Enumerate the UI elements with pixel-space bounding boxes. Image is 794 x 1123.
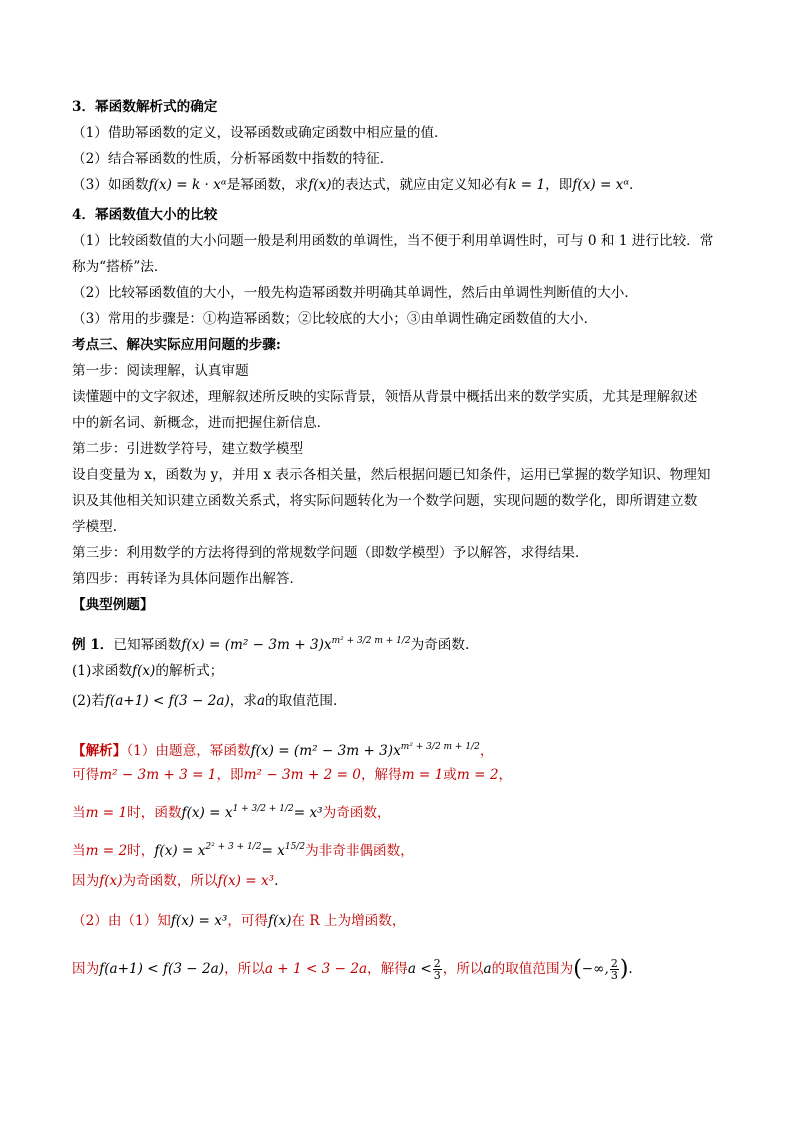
section-3-title: 3．幂函数解析式的确定 <box>72 99 218 115</box>
step-2-desc-a: 设自变量为 x，函数为 y，并用 x 表示各相关量，然后根据问题已知条件，运用已掌握的数学知识、物理知 <box>72 467 711 483</box>
step-1-desc-a: 读懂题中的文字叙述，理解叙述所反映的实际背景，领悟从背景中概括出来的数学实质，尤其是理解叙述 <box>72 389 698 405</box>
step-2-desc-c: 学模型． <box>72 519 127 535</box>
s4-para-1b: 称为“搭桥”法． <box>72 259 168 275</box>
question-2: (2)若f(a+1) < f(3 − 2a)，求a的取值范围. <box>72 693 338 709</box>
s4-para-3: （3）常用的步骤是：①构造幂函数；②比较底的大小；③由单调性确定函数值的大小． <box>72 311 598 327</box>
s4-para-1a: （1）比较函数值的大小问题一般是利用函数的单调性，当不便于利用单调性时，可与 0 和 1 进行比较．常 <box>72 233 714 249</box>
solution-tag: 【解析】 <box>72 743 127 759</box>
solution-line-2: 可得m² − 3m + 3 = 1，即m² − 3m + 2 = 0，解得m = 1或m = 2， <box>72 767 513 783</box>
solution-line-3: 当m = 1时，函数$f(x) = x^{1 + 3/2 + 1/2}= x^3$为奇函数， <box>72 804 391 821</box>
question-1: (1)求函数f(x)的解析式； <box>72 663 224 679</box>
s3-para-1: （1）借助幂函数的定义，设幂函数或确定函数中相应量的值． <box>72 125 448 141</box>
solution-line-1: 【解析】（1）由题意，幂函数$f(x) = (m^2 - 3m + 3)x^{m^2 + 3/2 m + 1/2}$， <box>72 742 494 759</box>
step-1-desc-b: 中的新名词、新概念，进而把握住新信息． <box>72 415 331 431</box>
solution-line-6: （2）由（1）知f(x) = x³，可得f(x)在 R 上为增函数， <box>72 913 406 929</box>
example-tag: 【典型例题】 <box>72 597 154 613</box>
formula-power-def: f(x) = k · xᵅ <box>148 177 227 193</box>
s4-para-2: （2）比较幂函数值的大小，一般先构造幂函数并明确其单调性，然后由单调性判断值的大小． <box>72 285 638 301</box>
step-1: 第一步：阅读理解，认真审题 <box>72 363 249 379</box>
s3-para-2: （2）结合幂函数的性质，分析幂函数中指数的特征． <box>72 151 394 167</box>
step-3: 第三步：利用数学的方法将得到的常规数学问题（即数学模型）予以解答，求得结果． <box>72 545 589 561</box>
step-4: 第四步：再转译为具体问题作出解答． <box>72 571 304 587</box>
solution-line-7: 因为f(a+1) < f(3 − 2a)，所以a + 1 < 3 − 2a，解得a < $\frac{2}{3}$ ，所以a的取值范围为(−∞, $\frac{2}{3}$ ). <box>72 956 633 982</box>
point-3-title: 考点三、解决实际应用问题的步骤: <box>72 337 281 353</box>
solution-line-4: 当m = 2时，$f(x) = x^{2^2 + 3 + 1/2}= x^{15/2}$为非奇非偶函数， <box>72 842 414 859</box>
step-2-desc-b: 识及其他相关知识建立函数关系式，将实际问题转化为一个数学问题，实现问题的数学化，即所谓建立数 <box>72 493 698 509</box>
example-1: 例 1．已知幂函数$f(x) = (m^2 - 3m + 3)x^{m^2 + 3/2 m + 1/2}$为奇函数. <box>72 636 470 653</box>
section-4-title: 4．幂函数值大小的比较 <box>72 207 218 223</box>
solution-line-5: 因为f(x)为奇函数，所以f(x) = x³. <box>72 873 279 889</box>
formula-example-1: f(x) = (m² − 3m + 3)x <box>181 637 332 653</box>
step-2: 第二步：引进数学符号，建立数学模型 <box>72 441 304 457</box>
s3-para-3: （3）如函数f(x) = k · xᵅ是幂函数，求f(x)的表达式，就应由定义知必有k = 1，即f(x) = xᵅ． <box>72 177 643 193</box>
